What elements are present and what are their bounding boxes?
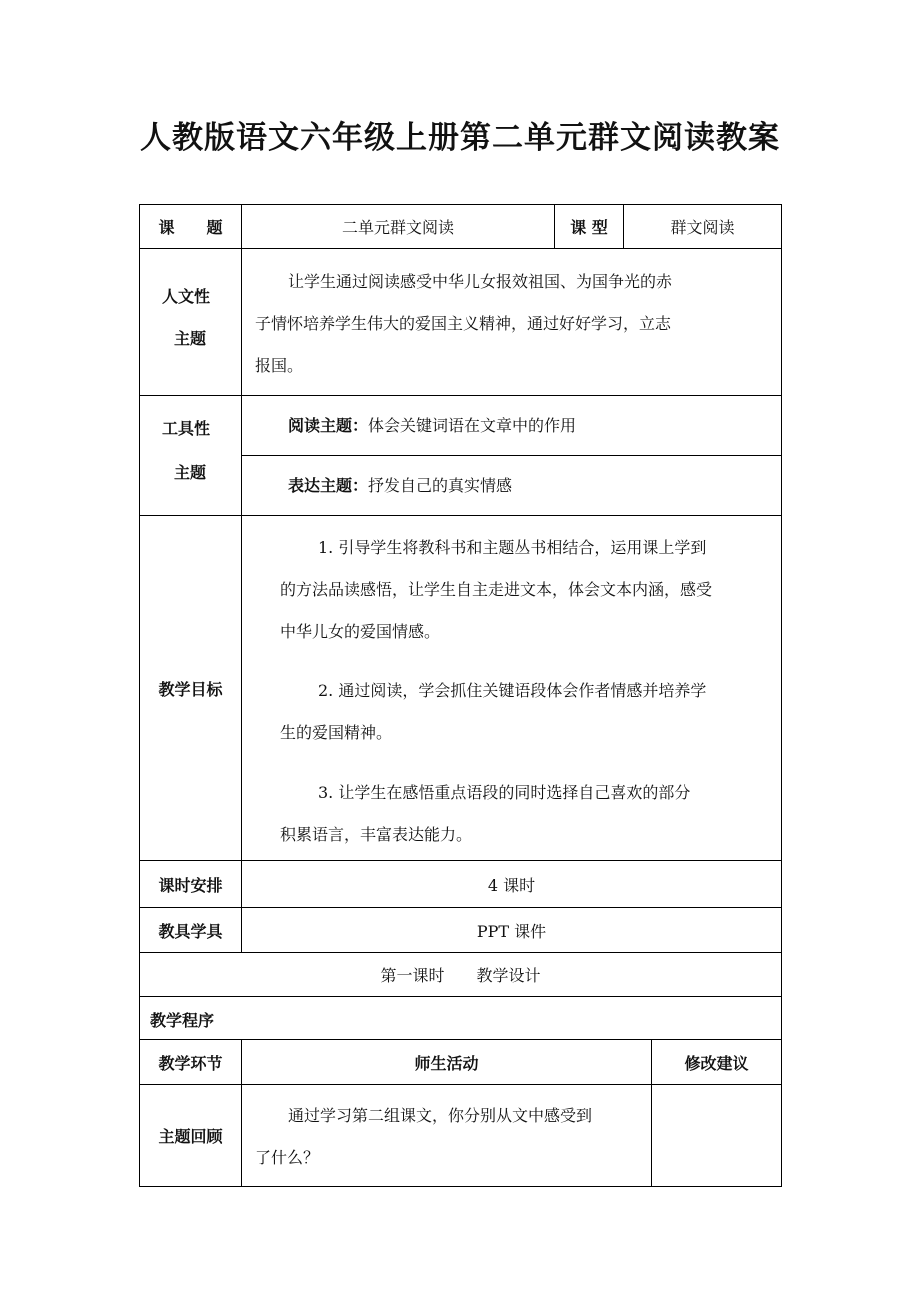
humanistic-label-line2: 主题 [174, 329, 207, 348]
stage-column-header-text: 教学环节 [158, 1053, 223, 1073]
review-line: 了什么？ [255, 1148, 320, 1167]
lesson-title-value: 二单元群文阅读 [341, 218, 454, 237]
expression-theme-cell [241, 455, 782, 516]
lesson-title-label-cell [139, 204, 242, 249]
stage-column-header [139, 1039, 242, 1085]
teaching-goals-label-cell [139, 515, 242, 861]
session-heading-cell [139, 952, 782, 997]
activity-column-header-text: 师生活动 [414, 1053, 479, 1073]
review-activity-cell [241, 1084, 652, 1187]
lesson-type-value-cell [623, 204, 782, 249]
review-label-cell [139, 1084, 242, 1187]
humanistic-theme-content-cell [241, 248, 782, 396]
document-title: 人教版语文六年级上册第二单元群文阅读教案 [140, 120, 780, 156]
suggestion-column-header-text: 修改建议 [684, 1053, 749, 1073]
reading-theme-label: 阅读主题： [288, 416, 369, 435]
goal-line: 2. 通过阅读，学会抓住关键语段体会作者情感并培养学 [318, 681, 707, 700]
teaching-aids-label-cell [139, 907, 242, 953]
humanistic-line: 报国。 [255, 356, 304, 375]
procedure-label: 教学程序 [150, 1011, 215, 1030]
procedure-label-cell [139, 996, 782, 1040]
session-heading: 第一课时 教学设计 [380, 966, 541, 985]
reading-theme-value: 体会关键词语在文章中的作用 [368, 416, 577, 435]
teaching-goals-label: 教学目标 [158, 679, 223, 699]
teaching-goals-content-cell [241, 515, 782, 861]
humanistic-theme-label-cell [139, 248, 242, 396]
humanistic-label-line1: 人文性 [162, 287, 211, 306]
reading-theme-cell [241, 395, 782, 456]
suggestion-column-header [651, 1039, 782, 1085]
activity-column-header [241, 1039, 652, 1085]
review-line: 通过学习第二组课文，你分别从文中感受到 [288, 1106, 593, 1125]
class-hours-value: 4 课时 [487, 875, 536, 895]
class-hours-label: 课时安排 [158, 875, 223, 895]
goal-line: 生的爱国精神。 [280, 723, 393, 742]
lesson-type-label-cell [554, 204, 624, 249]
expression-theme-value: 抒发自己的真实情感 [368, 476, 513, 495]
class-hours-value-cell [241, 860, 782, 908]
lesson-title-label: 课 题 [158, 218, 223, 237]
tool-label-line2: 主题 [174, 463, 207, 482]
tool-label-line1: 工具性 [162, 419, 211, 438]
lesson-type-label: 课 型 [570, 218, 608, 237]
teaching-aids-value: PPT 课件 [476, 921, 547, 941]
expression-theme-label: 表达主题： [288, 476, 369, 495]
humanistic-line: 子情怀培养学生伟大的爱国主义精神，通过好好学习，立志 [255, 314, 672, 333]
goal-line: 中华儿女的爱国情感。 [280, 622, 441, 641]
tool-theme-label-cell [139, 395, 242, 516]
humanistic-line: 让学生通过阅读感受中华儿女报效祖国、为国争光的赤 [288, 272, 673, 291]
goal-line: 积累语言，丰富表达能力。 [280, 825, 473, 844]
goal-line: 3. 让学生在感悟重点语段的同时选择自己喜欢的部分 [318, 783, 691, 802]
review-suggestion-cell [651, 1084, 782, 1187]
class-hours-label-cell [139, 860, 242, 908]
lesson-title-value-cell [241, 204, 555, 249]
goal-line: 1. 引导学生将教科书和主题丛书相结合，运用课上学到 [318, 538, 707, 557]
lesson-type-value: 群文阅读 [670, 218, 735, 237]
teaching-aids-label: 教具学具 [158, 921, 223, 941]
teaching-aids-value-cell [241, 907, 782, 953]
goal-line: 的方法品读感悟，让学生自主走进文本，体会文本内涵，感受 [280, 580, 713, 599]
review-label: 主题回顾 [158, 1127, 223, 1146]
